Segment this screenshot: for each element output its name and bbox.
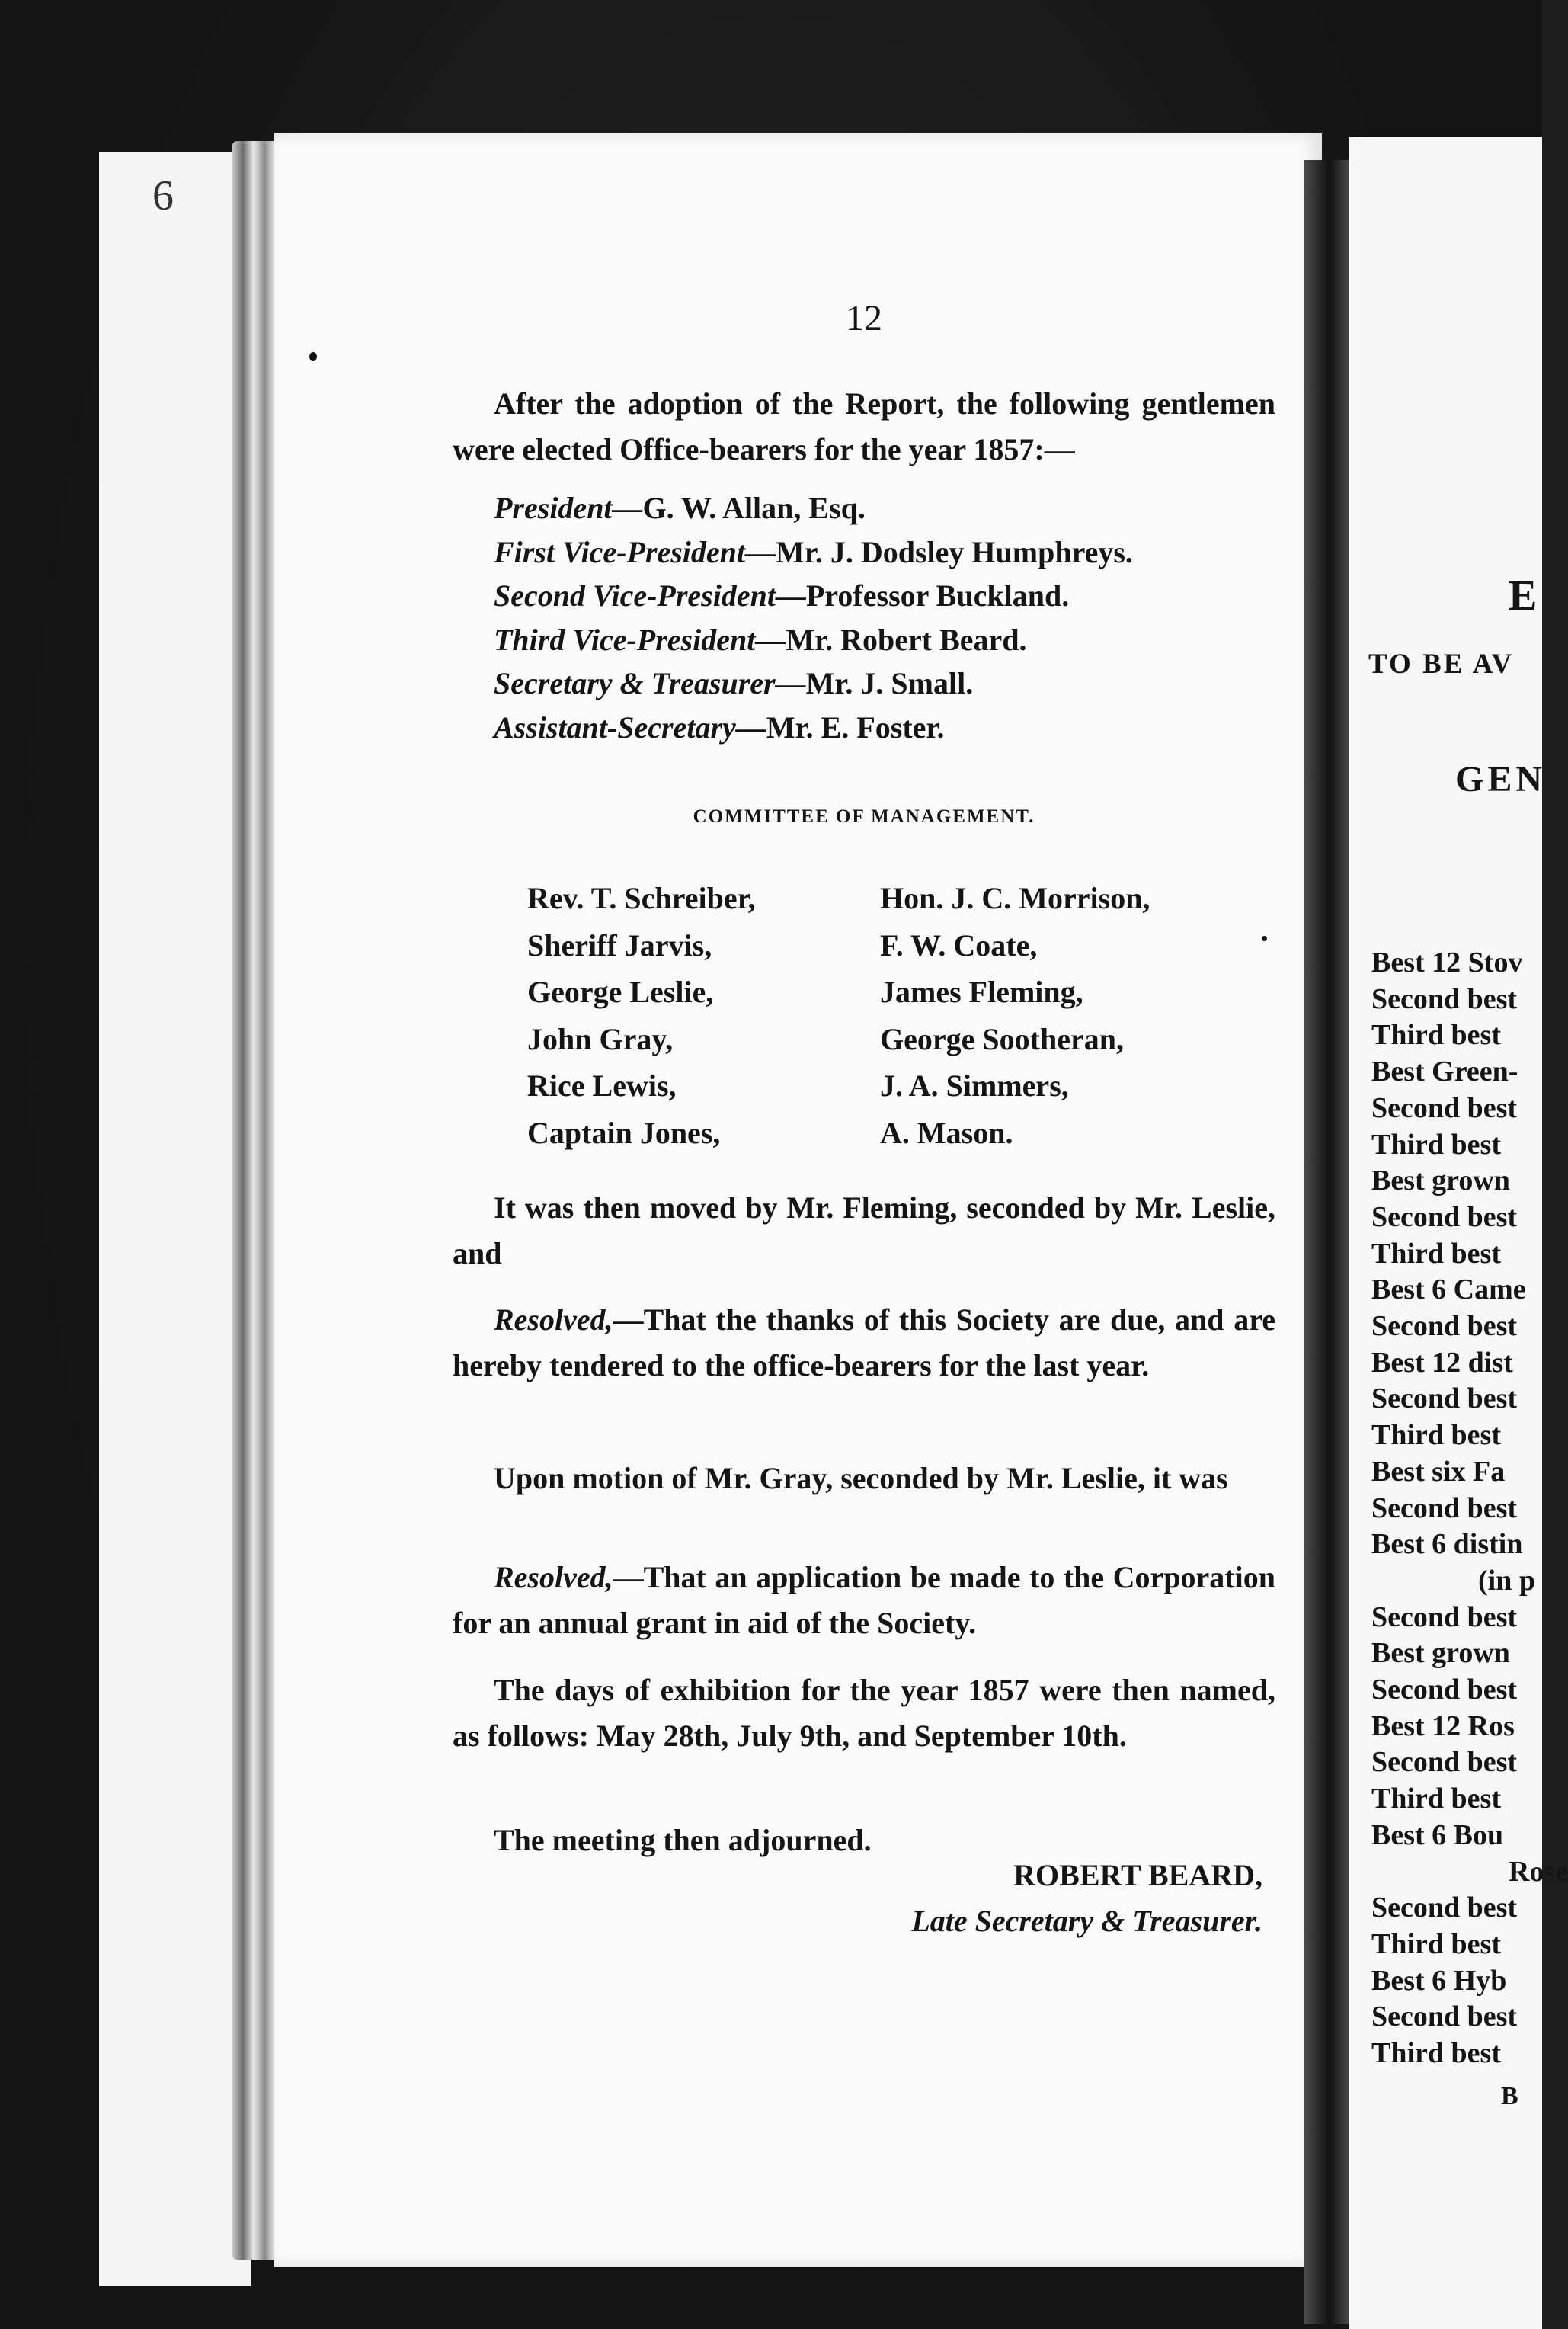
officer-secretary-treasurer [494, 662, 1133, 706]
resolved-label: Resolved, [494, 1560, 613, 1594]
prize-list-item: Second best [1371, 1674, 1518, 1706]
prize-list-item: Best 12 Ros [1371, 1709, 1515, 1742]
committee-member: J. A. Simmers, [880, 1068, 1069, 1103]
officer-first-vice-president [494, 530, 1133, 575]
prize-list-item: Third best [1371, 1019, 1501, 1052]
committee-member: F. W. Coate, [880, 927, 1038, 963]
officer-name: Mr. E. Foster. [766, 710, 945, 745]
prize-list-item: Second best [1371, 1892, 1518, 1924]
exhibition-days-paragraph: The days of exhibition for the year 1857 were then named, as follows: May 28th, July 9th, and September 10th. [453, 1673, 1275, 1753]
ink-speck [1262, 936, 1267, 941]
prize-list-item: Second best [1371, 1382, 1518, 1415]
prize-list-item: Best 6 Bou [1371, 1818, 1504, 1851]
book-gutter [1304, 160, 1355, 2324]
page-number: 12 [846, 298, 882, 338]
prize-list-item: Second best [1371, 1310, 1518, 1343]
committee-column-left [527, 875, 756, 1156]
committee-column-right [880, 875, 1150, 1156]
resolved-label: Resolved, [494, 1302, 613, 1337]
moved-paragraph: It was then moved by Mr. Fleming, seconded by Mr. Leslie, and [453, 1190, 1275, 1270]
prize-list-item: (in p [1478, 1564, 1535, 1597]
officer-name: Mr. Robert Beard. [786, 622, 1027, 657]
right-page [1349, 137, 1568, 2329]
margin-pencil-mark: 6 [152, 172, 174, 219]
committee-member: George Sootheran, [880, 1021, 1124, 1056]
prize-list-item: Rose [1509, 1855, 1568, 1888]
prize-list-item: Second best [1371, 1200, 1518, 1233]
left-margin-strip [99, 152, 251, 2286]
prize-list-item: Second best [1371, 982, 1518, 1015]
committee-member: Sheriff Jarvis, [527, 927, 712, 963]
signature-mark: B [1501, 2082, 1518, 2110]
committee-member: Rice Lewis, [527, 1068, 677, 1103]
officer-role: Second Vice-President— [494, 578, 806, 613]
prize-list-item: Best 12 dist [1371, 1346, 1513, 1379]
committee-member: James Fleming, [880, 975, 1083, 1009]
prize-list-item: Best 6 Came [1371, 1273, 1526, 1306]
right-page-subtitle: TO BE AV [1368, 649, 1515, 680]
right-page-title-fragment: E [1509, 572, 1538, 620]
committee-member: George Leslie, [527, 975, 714, 1009]
prize-list-item: Second best [1371, 2001, 1518, 2033]
prize-list-item: Third best [1371, 1128, 1501, 1161]
committee-member: John Gray, [527, 1021, 674, 1056]
prize-list [1371, 945, 1568, 2072]
resolution-text: —That an application be made to the Corporation for an annual grant in aid of the Society. [453, 1560, 1275, 1640]
prize-list-item: Best 6 distin [1371, 1528, 1523, 1561]
officer-president [494, 486, 1133, 530]
signer-name: ROBERT BEARD, [1013, 1858, 1262, 1892]
prize-list-item: Third best [1371, 2037, 1501, 2070]
resolution-text: —That the thanks of this Society are due, and are hereby tendered to the office-bearers for the last year. [453, 1302, 1275, 1382]
officer-name: Mr. J. Small. [805, 666, 974, 700]
committee-member: Captain Jones, [527, 1115, 721, 1150]
prize-list-item: Best 12 Stov [1371, 947, 1523, 979]
intro-paragraph: After the adoption of the Report, the following gentlemen were elected Office-bearers for the year 1857:— [453, 386, 1275, 466]
prize-list-item: Best grown [1371, 1164, 1510, 1197]
officer-name: Professor Buckland. [805, 578, 1070, 613]
adjourned-line: The meeting then adjourned. [494, 1823, 872, 1857]
resolution-thanks [453, 1297, 1275, 1389]
prize-list-item: Third best [1371, 1419, 1501, 1452]
officer-role: President— [494, 491, 643, 525]
prize-list-item: Third best [1371, 1237, 1501, 1270]
officer-third-vice-president [494, 618, 1133, 662]
prize-list-item: Best six Fa [1371, 1455, 1506, 1488]
officer-second-vice-president [494, 574, 1133, 618]
officer-role: Assistant-Secretary— [494, 710, 766, 745]
ink-speck [309, 352, 317, 361]
officer-assistant-secretary [494, 706, 1133, 750]
prize-list-item: Third best [1371, 1783, 1501, 1815]
committee-member: Rev. T. Schreiber, [527, 881, 756, 915]
prize-list-item: Second best [1371, 1746, 1518, 1779]
prize-list-item: Best Green- [1371, 1056, 1518, 1088]
officer-name: G. W. Allan, Esq. [642, 491, 866, 525]
prize-list-item: Third best [1371, 1927, 1501, 1960]
prize-list-item: Second best [1371, 1091, 1518, 1124]
motion-paragraph: Upon motion of Mr. Gray, seconded by Mr. Leslie, it was [494, 1461, 1228, 1495]
prize-list-item: Best grown [1371, 1637, 1510, 1670]
committee-member: A. Mason. [880, 1115, 1013, 1150]
committee-member: Hon. J. C. Morrison, [880, 881, 1150, 915]
prize-list-item: Second best [1371, 1600, 1518, 1633]
prize-list-item: Best 6 Hyb [1371, 1964, 1507, 1997]
committee-heading: COMMITTEE OF MANAGEMENT. [693, 806, 1035, 827]
officer-role: Secretary & Treasurer— [494, 666, 806, 700]
prize-list-item: Second best [1371, 1491, 1518, 1524]
office-bearers-list [494, 486, 1133, 749]
signer-title: Late Secretary & Treasurer. [911, 1904, 1262, 1938]
officer-name: Mr. J. Dodsley Humphreys. [776, 534, 1133, 569]
officer-role: Third Vice-President— [494, 622, 786, 657]
right-page-section-heading: GEN [1455, 759, 1547, 799]
officer-role: First Vice-President— [494, 534, 776, 569]
resolution-grant [453, 1555, 1275, 1646]
